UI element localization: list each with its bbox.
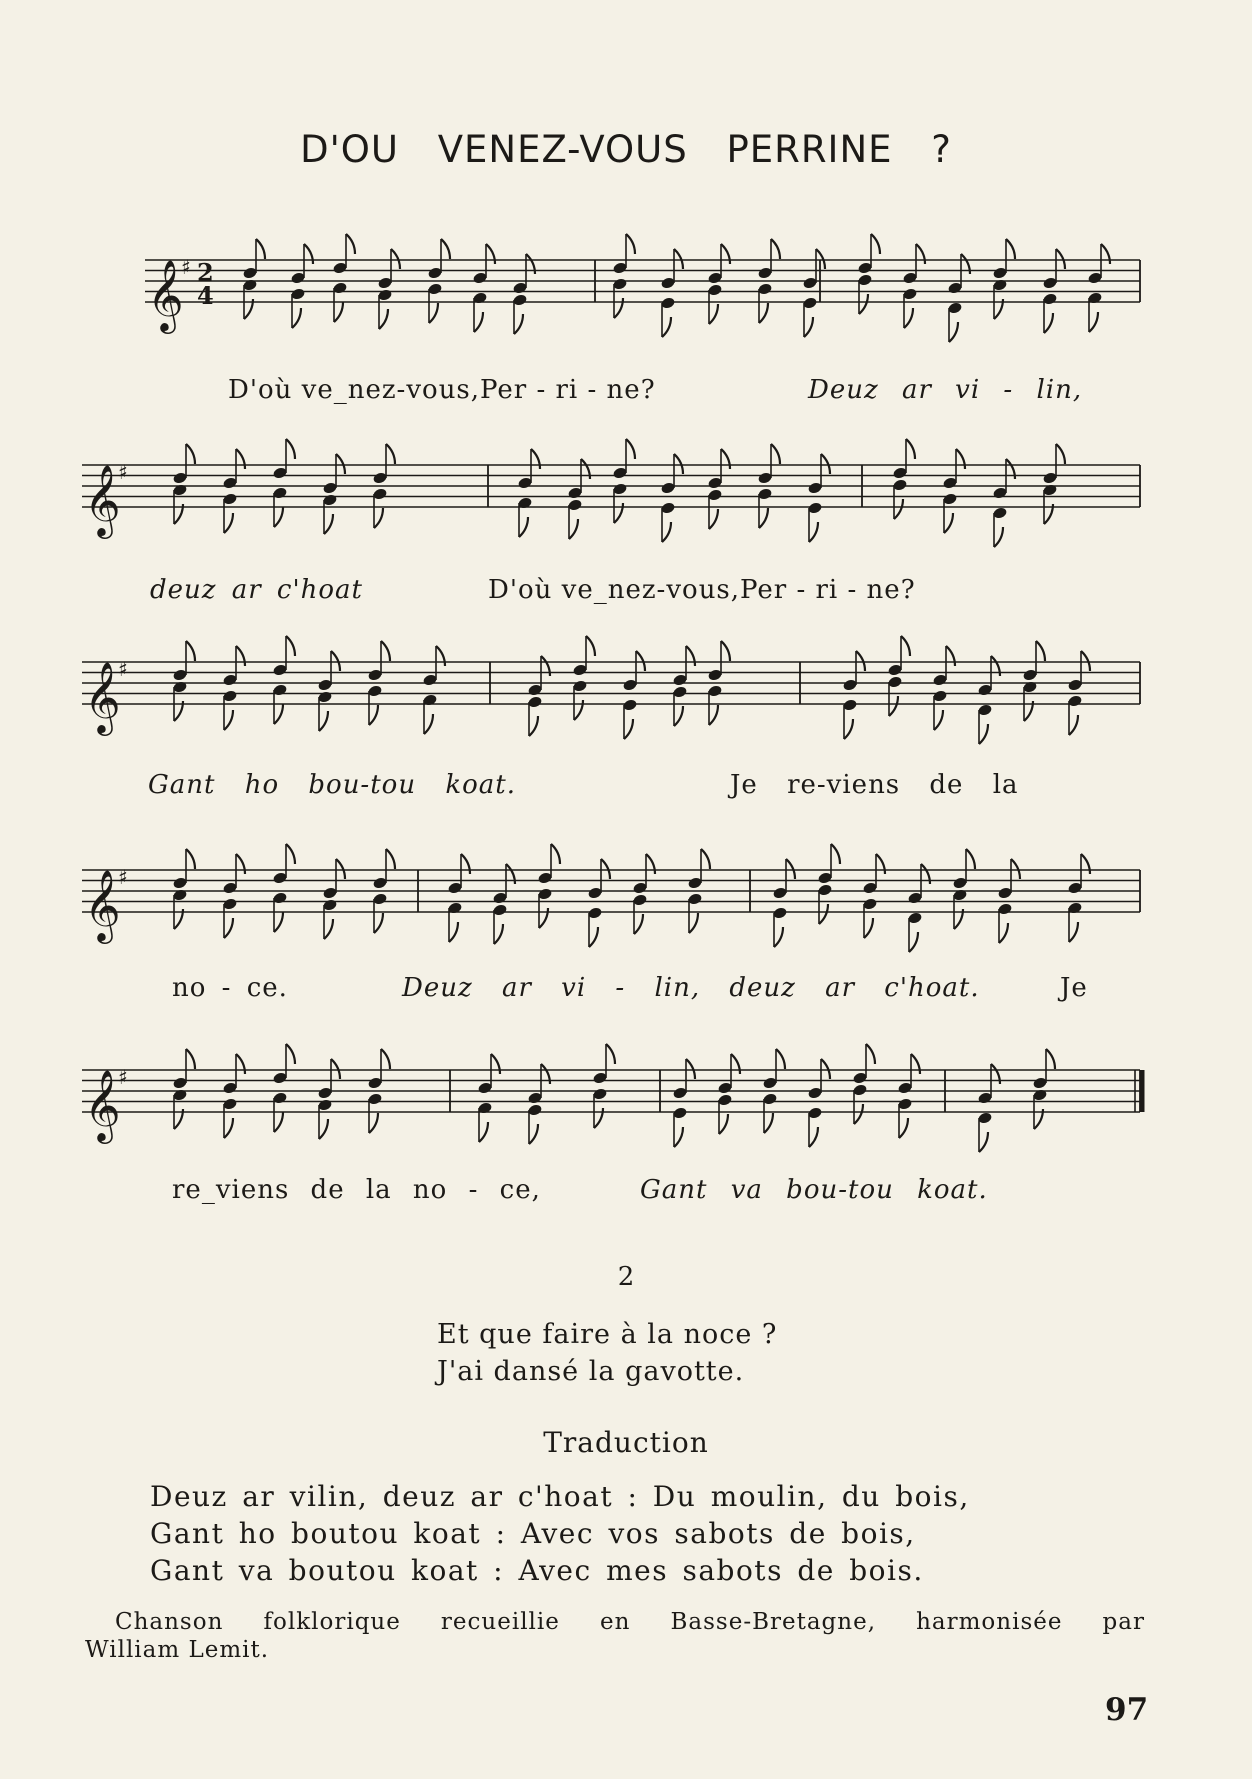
note-flag <box>224 1118 233 1138</box>
note-flag <box>979 1132 988 1152</box>
verse-line: J'ai dansé la gavotte. <box>437 1356 745 1387</box>
note-flag <box>966 849 975 869</box>
note-flag <box>286 636 295 656</box>
note-flag <box>1056 249 1065 269</box>
note-flag <box>674 249 683 269</box>
note-flag <box>391 249 400 269</box>
note-flag <box>286 1044 295 1064</box>
note-flag <box>934 710 943 730</box>
sharp-icon: ♯ <box>118 865 128 889</box>
note-flag <box>1011 859 1020 879</box>
lyric-segment: Je <box>1060 973 1088 1003</box>
note-flag <box>386 444 395 464</box>
note-flag <box>614 503 623 523</box>
note-flag <box>894 499 903 519</box>
note-flag <box>831 844 840 864</box>
note-flag <box>236 449 245 469</box>
note-flag <box>381 1049 390 1069</box>
staff-notation <box>0 818 1252 948</box>
note-flag <box>901 636 910 656</box>
note-flag <box>441 239 450 259</box>
sharp-icon: ♯ <box>118 1065 128 1089</box>
note-flag <box>786 859 795 879</box>
note-flag <box>539 908 548 928</box>
note-flag <box>686 1059 695 1079</box>
note-flag <box>864 918 873 938</box>
note-flag <box>551 844 560 864</box>
note-flag <box>721 449 730 469</box>
note-flag <box>436 646 445 666</box>
note-flag <box>336 859 345 879</box>
note-flag <box>979 724 988 744</box>
note-flag <box>186 444 195 464</box>
verse-line: Et que faire à la noce ? <box>437 1319 778 1350</box>
note-flag <box>274 912 283 932</box>
note-flag <box>821 454 830 474</box>
lyric-segment: D'où ve_nez-vous,Per - ri - ne? <box>228 375 656 405</box>
note-flag <box>949 322 958 342</box>
note-flag <box>379 309 388 329</box>
note-flag <box>1081 854 1090 874</box>
treble-clef-icon: 𝄞 <box>84 660 121 733</box>
note-flag <box>346 234 355 254</box>
note-flag <box>292 308 301 328</box>
note-flag <box>759 508 768 528</box>
note-flag <box>286 439 295 459</box>
note-flag <box>876 854 885 874</box>
note-flag <box>1089 312 1098 332</box>
note-flag <box>589 927 598 947</box>
note-flag <box>866 1044 875 1064</box>
note-flag <box>486 244 495 264</box>
lyric-segment: Je re-viens de la <box>730 770 1019 800</box>
note-flag <box>809 1127 818 1147</box>
note-flag <box>956 449 965 469</box>
staff-notation <box>0 210 1252 340</box>
note-flag <box>594 1108 603 1128</box>
note-flag <box>626 234 635 254</box>
lyric-segment: deuz ar c'hoat <box>150 575 363 605</box>
note-flag <box>804 317 813 337</box>
sharp-icon: ♯ <box>181 255 191 279</box>
note-flag <box>709 304 718 324</box>
note-flag <box>336 454 345 474</box>
note-flag <box>514 314 523 334</box>
note-flag <box>719 1114 728 1134</box>
note-flag <box>374 508 383 528</box>
note-flag <box>871 234 880 254</box>
note-flag <box>916 244 925 264</box>
note-flag <box>662 522 671 542</box>
time-signature-bottom: 4 <box>197 281 214 310</box>
credit-note <box>85 1608 1145 1664</box>
note-flag <box>1101 244 1110 264</box>
note-flag <box>946 646 955 666</box>
page-number: 97 <box>1105 1692 1149 1728</box>
note-flag <box>331 651 340 671</box>
note-flag <box>731 1054 740 1074</box>
note-flag <box>1069 922 1078 942</box>
staff-notation <box>0 1020 1252 1150</box>
note-flag <box>999 923 1008 943</box>
lyric-segment: Gant ho bou-tou koat. <box>148 770 516 800</box>
music-system-5 <box>0 1020 1252 1220</box>
note-flag <box>449 922 458 942</box>
note-flag <box>224 710 233 730</box>
note-flag <box>601 859 610 879</box>
note-flag <box>386 849 395 869</box>
note-flag <box>256 239 265 259</box>
note-flag <box>334 302 343 322</box>
note-flag <box>224 513 233 533</box>
note-flag <box>236 646 245 666</box>
note-flag <box>636 651 645 671</box>
treble-clef-icon: 𝄞 <box>147 258 184 331</box>
note-flag <box>519 517 528 537</box>
note-flag <box>821 1059 830 1079</box>
note-flag <box>774 927 783 947</box>
note-flag <box>994 527 1003 547</box>
note-flag <box>944 513 953 533</box>
note-flag <box>721 244 730 264</box>
note-flag <box>461 854 470 874</box>
translation-text <box>150 1478 970 1589</box>
note-flag <box>236 1054 245 1074</box>
note-flag <box>369 1113 378 1133</box>
note-flag <box>319 711 328 731</box>
verse-text <box>437 1316 777 1390</box>
note-flag <box>529 716 538 736</box>
sharp-icon: ♯ <box>118 657 128 681</box>
note-flag <box>1069 715 1078 735</box>
note-flag <box>776 1049 785 1069</box>
note-flag <box>586 636 595 656</box>
note-flag <box>854 1104 863 1124</box>
note-flag <box>771 444 780 464</box>
note-flag <box>764 1113 773 1133</box>
note-flag <box>381 641 390 661</box>
credit-line: William Lemit. <box>85 1637 270 1663</box>
music-system-3 <box>0 612 1252 812</box>
note-flag <box>634 914 643 934</box>
note-flag <box>674 1127 683 1147</box>
translation-line: Gant va boutou koat : Avec mes sabots de bois. <box>150 1554 924 1587</box>
translation-line: Gant ho boutou koat : Avec vos sabots de bois, <box>150 1517 916 1550</box>
note-flag <box>899 1118 908 1138</box>
note-flag <box>911 1054 920 1074</box>
note-flag <box>626 439 635 459</box>
song-title: D'OU VENEZ-VOUS PERRINE ? <box>300 128 952 171</box>
lyric-segment: Deuz ar vi - lin, deuz ar c'hoat. <box>402 973 980 1003</box>
note-flag <box>304 244 313 264</box>
note-flag <box>674 706 683 726</box>
translation-heading: Traduction <box>543 1426 709 1459</box>
note-flag <box>186 1049 195 1069</box>
note-flag <box>646 854 655 874</box>
note-flag <box>274 704 283 724</box>
note-flag <box>331 1059 340 1079</box>
note-flag <box>274 507 283 527</box>
note-flag <box>606 1044 615 1064</box>
note-flag <box>474 312 483 332</box>
note-flag <box>424 714 433 734</box>
note-flag <box>1036 641 1045 661</box>
note-flag <box>574 700 583 720</box>
note-flag <box>859 294 868 314</box>
music-system-2 <box>0 412 1252 612</box>
note-flag <box>224 918 233 938</box>
note-flag <box>709 509 718 529</box>
note-flag <box>491 1054 500 1074</box>
time-signature-top: 2 <box>197 258 214 287</box>
note-flag <box>324 919 333 939</box>
note-flag <box>1056 444 1065 464</box>
note-flag <box>494 924 503 944</box>
lyric-segment: Gant va bou-tou koat. <box>640 1175 988 1205</box>
note-flag <box>479 1122 488 1142</box>
note-flag <box>771 239 780 259</box>
note-flag <box>674 454 683 474</box>
verse-number: 2 <box>617 1262 635 1292</box>
note-flag <box>1006 239 1015 259</box>
note-flag <box>324 514 333 534</box>
note-flag <box>721 641 730 661</box>
note-flag <box>809 522 818 542</box>
note-flag <box>624 719 633 739</box>
treble-clef-icon: 𝄞 <box>84 1068 121 1141</box>
music-system-4 <box>0 818 1252 1018</box>
note-flag <box>889 696 898 716</box>
note-flag <box>662 317 671 337</box>
note-flag <box>1046 1049 1055 1069</box>
note-flag <box>614 298 623 318</box>
sharp-icon: ♯ <box>118 460 128 484</box>
note-flag <box>236 854 245 874</box>
lyric-segment: D'où ve_nez-vous,Per - ri - ne? <box>488 575 916 605</box>
note-flag <box>1044 313 1053 333</box>
note-flag <box>856 651 865 671</box>
music-system-1 <box>0 210 1252 410</box>
note-flag <box>709 705 718 725</box>
note-flag <box>186 641 195 661</box>
note-flag <box>369 705 378 725</box>
note-flag <box>429 303 438 323</box>
note-flag <box>529 1124 538 1144</box>
note-flag <box>1081 651 1090 671</box>
note-flag <box>286 844 295 864</box>
treble-clef-icon: 𝄞 <box>84 463 121 536</box>
note-flag <box>819 904 828 924</box>
note-flag <box>844 719 853 739</box>
note-flag <box>186 849 195 869</box>
note-flag <box>759 303 768 323</box>
staff-notation <box>0 412 1252 542</box>
staff-notation <box>0 612 1252 742</box>
note-flag <box>569 519 578 539</box>
lyric-segment: re_viens de la no - ce, <box>172 1175 541 1205</box>
note-flag <box>686 646 695 666</box>
lyric-segment: Deuz ar vi - lin, <box>808 375 1083 405</box>
note-flag <box>274 1112 283 1132</box>
treble-clef-icon: 𝄞 <box>84 868 121 941</box>
note-flag <box>909 932 918 952</box>
note-flag <box>319 1119 328 1139</box>
note-flag <box>701 849 710 869</box>
note-flag <box>374 913 383 933</box>
note-flag <box>904 308 913 328</box>
note-flag <box>689 913 698 933</box>
translation-line: Deuz ar vilin, deuz ar c'hoat : Du moulin, du bois, <box>150 1480 970 1513</box>
credit-line: Chanson folklorique recueillie en Basse-Bretagne, harmonisée par <box>115 1609 1145 1635</box>
lyric-segment: no - ce. <box>172 973 288 1003</box>
note-flag <box>531 449 540 469</box>
note-flag <box>906 439 915 459</box>
